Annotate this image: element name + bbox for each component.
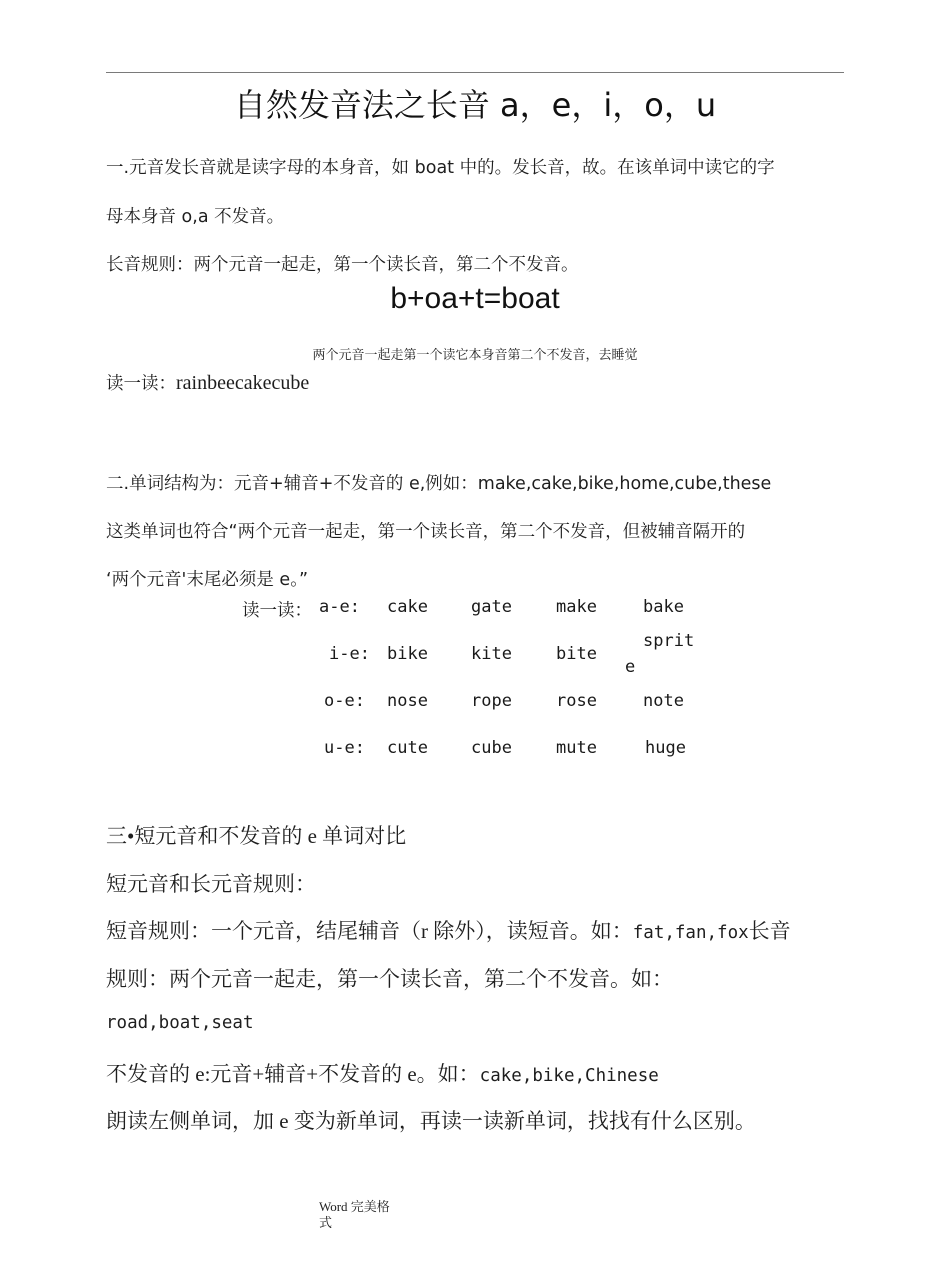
table-word: bike xyxy=(387,644,428,664)
table-word: cute xyxy=(387,738,428,758)
table-word-wrap: e xyxy=(625,657,636,677)
table-word: bake xyxy=(643,597,684,617)
header-rule xyxy=(106,72,844,73)
table-word: huge xyxy=(645,738,686,758)
read-prefix: 读一读： xyxy=(106,374,176,394)
pattern-o-e: o-e: xyxy=(324,691,365,711)
table-word: bite xyxy=(556,644,597,664)
table-word: cube xyxy=(471,738,512,758)
formula-caption: 两个元音一起走第一个读它本身音第二个不发音，去睡觉 xyxy=(312,348,638,363)
section1-line1: 一.元音发长音就是读字母的本身音，如 boat 中的。发长音，故。在该单词中读它的字 xyxy=(106,158,775,178)
pattern-a-e: a-e: xyxy=(319,597,360,617)
silent-e-text: 不发音的 e:元音+辅音+不发音的 e。如： xyxy=(106,1062,480,1086)
table-word: mute xyxy=(556,738,597,758)
table-word: kite xyxy=(471,644,512,664)
page-title: 自然发音法之长音 a，e，i，o，u xyxy=(233,86,717,124)
table-word: rose xyxy=(556,691,597,711)
footer-watermark: Word 完美格式 xyxy=(319,1199,390,1230)
instruction-line: 朗读左侧单词，加 e 变为新单词，再读一读新单词，找找有什么区别。 xyxy=(106,1109,756,1133)
long-vowel-rule: 长音规则：两个元音一起走，第一个读长音，第二个不发音。 xyxy=(106,255,579,275)
short-rule-line xyxy=(106,915,791,945)
table-word: cake xyxy=(387,597,428,617)
pattern-i-e: i-e: xyxy=(329,644,370,664)
table-word: rope xyxy=(471,691,512,711)
short-rule-examples: fat,fan,fox xyxy=(632,923,749,943)
table-word: gate xyxy=(471,597,512,617)
long-rule-examples: road,boat,seat xyxy=(106,1013,254,1033)
read-words: rainbeecakecube xyxy=(176,372,310,394)
silent-e-line xyxy=(106,1058,659,1088)
read-line-1 xyxy=(106,370,309,395)
section2-line2: 这类单词也符合“两个元音一起走，第一个读长音，第二个不发音，但被辅音隔开的 xyxy=(106,522,746,542)
section3-heading: 三•短元音和不发音的 e 单词对比 xyxy=(106,824,407,848)
silent-e-examples: cake,bike,Chinese xyxy=(479,1066,659,1086)
long-rule-start: 长音 xyxy=(748,919,791,943)
boat-formula: b+oa+t=boat xyxy=(390,282,560,315)
short-rule-text: 短音规则：一个元音，结尾辅音（r 除外），读短音。如： xyxy=(106,919,633,943)
table-word: nose xyxy=(387,691,428,711)
pattern-u-e: u-e: xyxy=(324,738,365,758)
section1-line2: 母本身音 o,a 不发音。 xyxy=(106,207,285,227)
table-word: sprit xyxy=(643,631,695,651)
section3-subheading: 短元音和长元音规则： xyxy=(106,872,316,896)
table-word: make xyxy=(556,597,597,617)
table-word: note xyxy=(643,691,684,711)
section2-line1: 二.单词结构为：元音+辅音+不发音的 e,例如：make,cake,bike,home,cube,these xyxy=(106,474,772,494)
table-prefix: 读一读： xyxy=(242,601,312,621)
section2-line3: ‘两个元音'末尾必须是 e。” xyxy=(106,570,309,590)
long-rule-text: 规则：两个元音一起走，第一个读长音，第二个不发音。如： xyxy=(106,967,673,991)
